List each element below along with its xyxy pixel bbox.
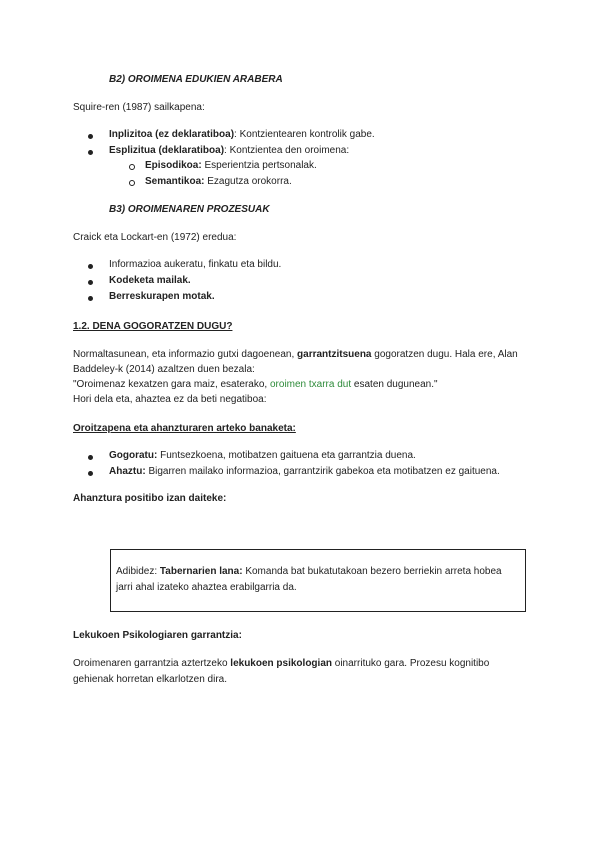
list-item: Ahaztu: Bigarren mailako informazioa, garrantzirik gabekoa eta motibatzen ez gaituena.: [109, 466, 500, 477]
para1-line2: Baddeley-k (2014) azaltzen duen bezala:: [73, 364, 255, 375]
circle-bullet-icon: [129, 180, 135, 186]
section-heading: 1.2. DENA GOGORATZEN DUGU?: [73, 321, 233, 332]
highlighted-quote: oroimen txarra dut: [269, 379, 352, 390]
circle-bullet-icon: [129, 164, 135, 170]
bullet-icon: [88, 296, 93, 301]
b3-heading: B3) OROIMENAREN PROZESUAK: [109, 204, 270, 215]
inplizitoa-term: Inplizitoa (ez deklaratiboa): [109, 129, 235, 140]
list-item: Informazioa aukeratu, finkatu eta bildu.: [109, 259, 282, 270]
para1-line4: Hori dela eta, ahaztea ez da beti negatiboa:: [73, 394, 267, 405]
bullet-icon: [88, 150, 93, 155]
bullet-icon: [88, 471, 93, 476]
example-line2: jarri ahal izateko ahaztea erabilgarria da.: [116, 582, 297, 593]
list-item: Gogoratu: Funtsezkoena, motibatzen gaituena eta garrantzia duena.: [109, 450, 416, 461]
episodikoa-desc: Esperientzia pertsonalak.: [201, 160, 317, 171]
esplizitua-desc: : Kontzientea den oroimena:: [224, 145, 350, 156]
squire-intro: Squire-ren (1987) sailkapena:: [73, 102, 205, 113]
para1-line3: "Oroimenaz kexatzen gara maiz, esaterako, oroimen txarra dut esaten dugunean.": [73, 379, 438, 390]
lekukoen-heading: Lekukoen Psikologiaren garrantzia:: [73, 630, 242, 641]
semantikoa-term: Semantikoa:: [145, 176, 205, 187]
craick-intro: Craick eta Lockart-en (1972) eredua:: [73, 232, 237, 243]
list-item: Kodeketa mailak.: [109, 275, 191, 286]
para1-line1: Normaltasunean, eta informazio gutxi dagoenean, garrantzitsuena gogoratzen dugu. Hala ere, Alan: [73, 349, 518, 360]
bullet-icon: [88, 280, 93, 285]
final-para-line1: Oroimenaren garrantzia aztertzeko lekukoen psikologian oinarrituko gara. Prozesu kognitibo: [73, 658, 490, 669]
bullet-icon: [88, 455, 93, 460]
example-line1: Adibidez: Tabernarien lana: Komanda bat bukatutakoan bezero berriekin arreta hobea: [116, 566, 502, 577]
bullet-icon: [88, 264, 93, 269]
oroitzapena-heading: Oroitzapena eta ahanzturaren arteko banaketa:: [73, 423, 296, 434]
list-item: Berreskurapen motak.: [109, 291, 215, 302]
final-para-line2: gehienak horretan elkarlotzen dira.: [73, 674, 227, 685]
ahanztura-heading: Ahanztura positibo izan daiteke:: [73, 493, 227, 504]
bullet-icon: [88, 134, 93, 139]
episodikoa-term: Episodikoa:: [145, 160, 202, 171]
b2-heading: B2) OROIMENA EDUKIEN ARABERA: [109, 74, 283, 85]
esplizitua-term: Esplizitua (deklaratiboa): [109, 145, 225, 156]
inplizitoa-desc: : Kontzientearen kontrolik gabe.: [234, 129, 375, 140]
semantikoa-desc: Ezagutza orokorra.: [204, 176, 292, 187]
